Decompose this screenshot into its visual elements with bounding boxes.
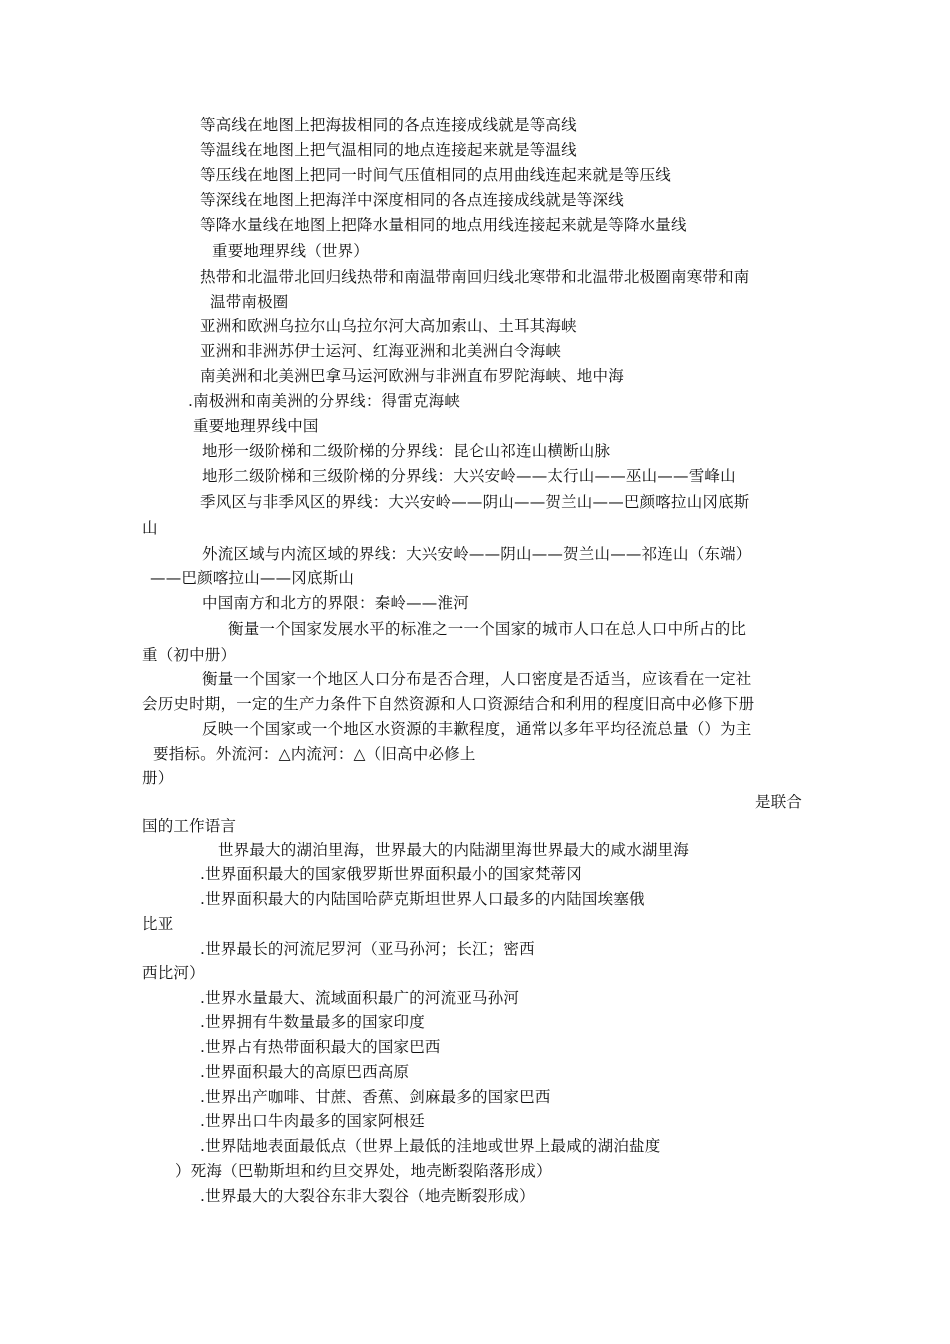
list-item: .世界面积最大的高原巴西高原	[200, 1063, 410, 1081]
text-line: 西比河）	[142, 964, 205, 982]
text-line: 等深线在地图上把海洋中深度相同的各点连接成线就是等深线	[200, 191, 624, 209]
text-line: 世界最大的湖泊里海，世界最大的内陆湖里海世界最大的咸水湖里海	[218, 841, 690, 859]
text-line: .南极洲和南美洲的分界线：得雷克海峡	[188, 392, 461, 410]
list-item: .世界陆地表面最低点（世界上最低的洼地或世界上最咸的湖泊盐度	[200, 1137, 661, 1155]
text-line: 等温线在地图上把气温相同的地点连接起来就是等温线	[200, 141, 577, 159]
text-line: 反映一个国家或一个地区水资源的丰歉程度，通常以多年平均径流总量（）为主	[202, 720, 752, 738]
text-line: 是联合	[755, 793, 803, 811]
text-line: 等压线在地图上把同一时间气压值相同的点用曲线连起来就是等压线	[200, 166, 672, 184]
list-item: .世界水量最大、流域面积最广的河流亚马孙河	[200, 989, 520, 1007]
text-line: 地形一级阶梯和二级阶梯的分界线：昆仑山祁连山横断山脉	[202, 442, 611, 460]
list-item: .世界出口牛肉最多的国家阿根廷	[200, 1112, 425, 1130]
list-item: .世界面积最大的内陆国哈萨克斯坦世界人口最多的内陆国埃塞俄	[200, 890, 645, 908]
section-heading: 重要地理界线中国	[193, 417, 319, 435]
list-item: .世界占有热带面积最大的国家巴西	[200, 1038, 441, 1056]
text-line: 册）	[142, 769, 174, 787]
text-line: 要指标。外流河：△内流河：△（旧高中必修上	[153, 745, 476, 763]
text-line: 会历史时期，一定的生产力条件下自然资源和人口资源结合和利用的程度旧高中必修下册	[142, 695, 755, 713]
text-line: ）死海（巴勒斯坦和约旦交界处，地壳断裂陷落形成）	[175, 1162, 552, 1180]
list-item: .世界最长的河流尼罗河（亚马孙河；长江；密西	[200, 940, 535, 958]
list-item: .世界面积最大的国家俄罗斯世界面积最小的国家梵蒂冈	[200, 865, 582, 883]
text-line: 衡量一个国家一个地区人口分布是否合理，人口密度是否适当，应该看在一定社	[202, 670, 752, 688]
text-line: 中国南方和北方的界限：秦岭——淮河	[202, 594, 469, 612]
list-item: .世界出产咖啡、甘蔗、香蕉、剑麻最多的国家巴西	[200, 1088, 551, 1106]
list-item: .世界拥有牛数量最多的国家印度	[200, 1013, 425, 1031]
text-line: 国的工作语言	[142, 817, 237, 835]
list-item: .世界最大的大裂谷东非大裂谷（地壳断裂形成）	[200, 1187, 535, 1205]
text-line: 等降水量线在地图上把降水量相同的地点用线连接起来就是等降水量线	[200, 216, 687, 234]
text-line: 亚洲和欧洲乌拉尔山乌拉尔河大高加索山、土耳其海峡	[200, 317, 577, 335]
text-line: 季风区与非季风区的界线：大兴安岭——阴山——贺兰山——巴颜喀拉山冈底斯	[200, 493, 750, 511]
text-line: 等高线在地图上把海拔相同的各点连接成线就是等高线	[200, 116, 577, 134]
text-line: 温带南极圈	[210, 293, 289, 311]
text-line: ——巴颜喀拉山——冈底斯山	[150, 569, 355, 587]
text-line: 外流区域与内流区域的界线：大兴安岭——阴山——贺兰山——祁连山（东端）	[202, 545, 752, 563]
text-line: 重（初中册）	[142, 646, 237, 664]
text-line: 山	[142, 519, 158, 537]
text-line: 热带和北温带北回归线热带和南温带南回归线北寒带和北温带北极圈南寒带和南	[200, 268, 750, 286]
text-line: 南美洲和北美洲巴拿马运河欧洲与非洲直布罗陀海峡、地中海	[200, 367, 624, 385]
section-heading: 重要地理界线（世界）	[212, 242, 370, 260]
text-line: 衡量一个国家发展水平的标准之一一个国家的城市人口在总人口中所占的比	[228, 620, 747, 638]
text-line: 亚洲和非洲苏伊士运河、红海亚洲和北美洲白令海峡	[200, 342, 562, 360]
text-line: 地形二级阶梯和三级阶梯的分界线：大兴安岭——太行山——巫山——雪峰山	[202, 467, 736, 485]
text-line: 比亚	[142, 915, 174, 933]
